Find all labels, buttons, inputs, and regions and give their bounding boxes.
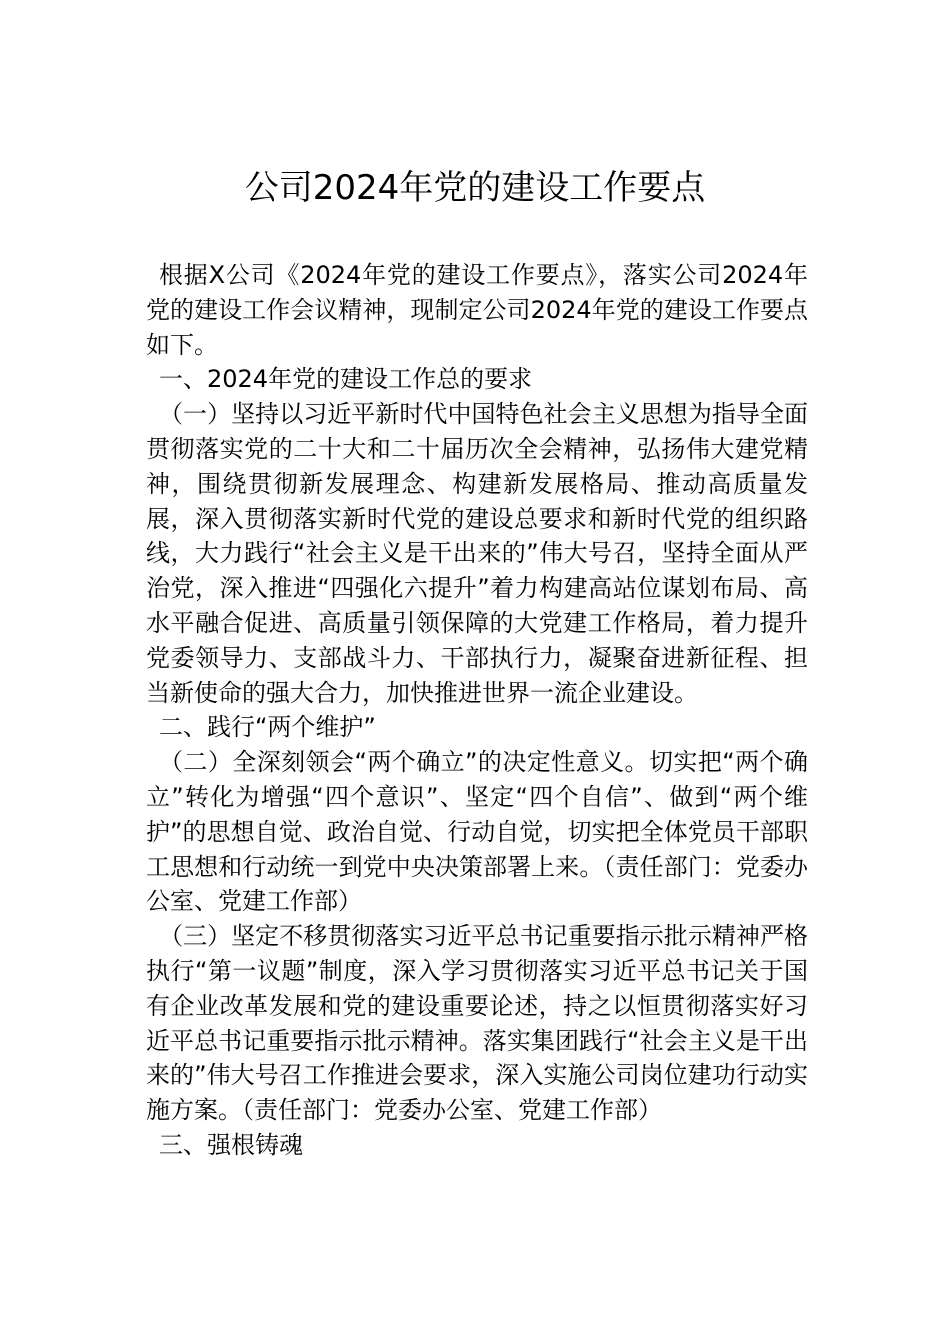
section-heading-1: 一、2024年党的建设工作总的要求 <box>159 365 533 394</box>
item-paragraph-3: （三）坚定不移贯彻落实习近平总书记重要指示批示精神严格执行“第一议题”制度，深入学习贯彻落实习近平总书记关于国有企业改革发展和党的建设重要论述，持之以恒贯彻落实好习近平总书记重要指示批示精神。落实集团践行“社会主义是干出来的”伟大号召工作推进会要求，深入实施公司岗位建功行动实施方案。（责任部门：党委办公室、党建工作部） <box>146 922 808 1125</box>
section-heading-2: 二、践行“两个维护” <box>159 713 376 742</box>
item-paragraph-2: （二）全深刻领会“两个确立”的决定性意义。切实把“两个确立”转化为增强“四个意识”、坚定“四个自信”、做到“两个维护”的思想自觉、政治自觉、行动自觉，切实把全体党员干部职工思想和行动统一到党中央决策部署上来。（责任部门：党委办公室、党建工作部） <box>146 748 808 916</box>
item-paragraph-1: （一）坚持以习近平新时代中国特色社会主义思想为指导全面贯彻落实党的二十大和二十届历次全会精神，弘扬伟大建党精神，围绕贯彻新发展理念、构建新发展格局、推动高质量发展，深入贯彻落实新时代党的建设总要求和新时代党的组织路线，大力践行“社会主义是干出来的”伟大号召，坚持全面从严治党，深入推进“四强化六提升”着力构建高站位谋划布局、高水平融合促进、高质量引领保障的大党建工作格局，着力提升党委领导力、支部战斗力、干部执行力，凝聚奋进新征程、担当新使命的强大合力，加快推进世界一流企业建设。 <box>146 400 808 707</box>
document-body <box>146 258 808 1163</box>
intro-paragraph: 根据X公司《2024年党的建设工作要点》，落实公司2024年党的建设工作会议精神，现制定公司2024年党的建设工作要点如下。 <box>146 261 808 359</box>
document-title: 公司2024年党的建设工作要点 <box>244 168 706 208</box>
section-heading-3: 三、强根铸魂 <box>159 1130 303 1159</box>
